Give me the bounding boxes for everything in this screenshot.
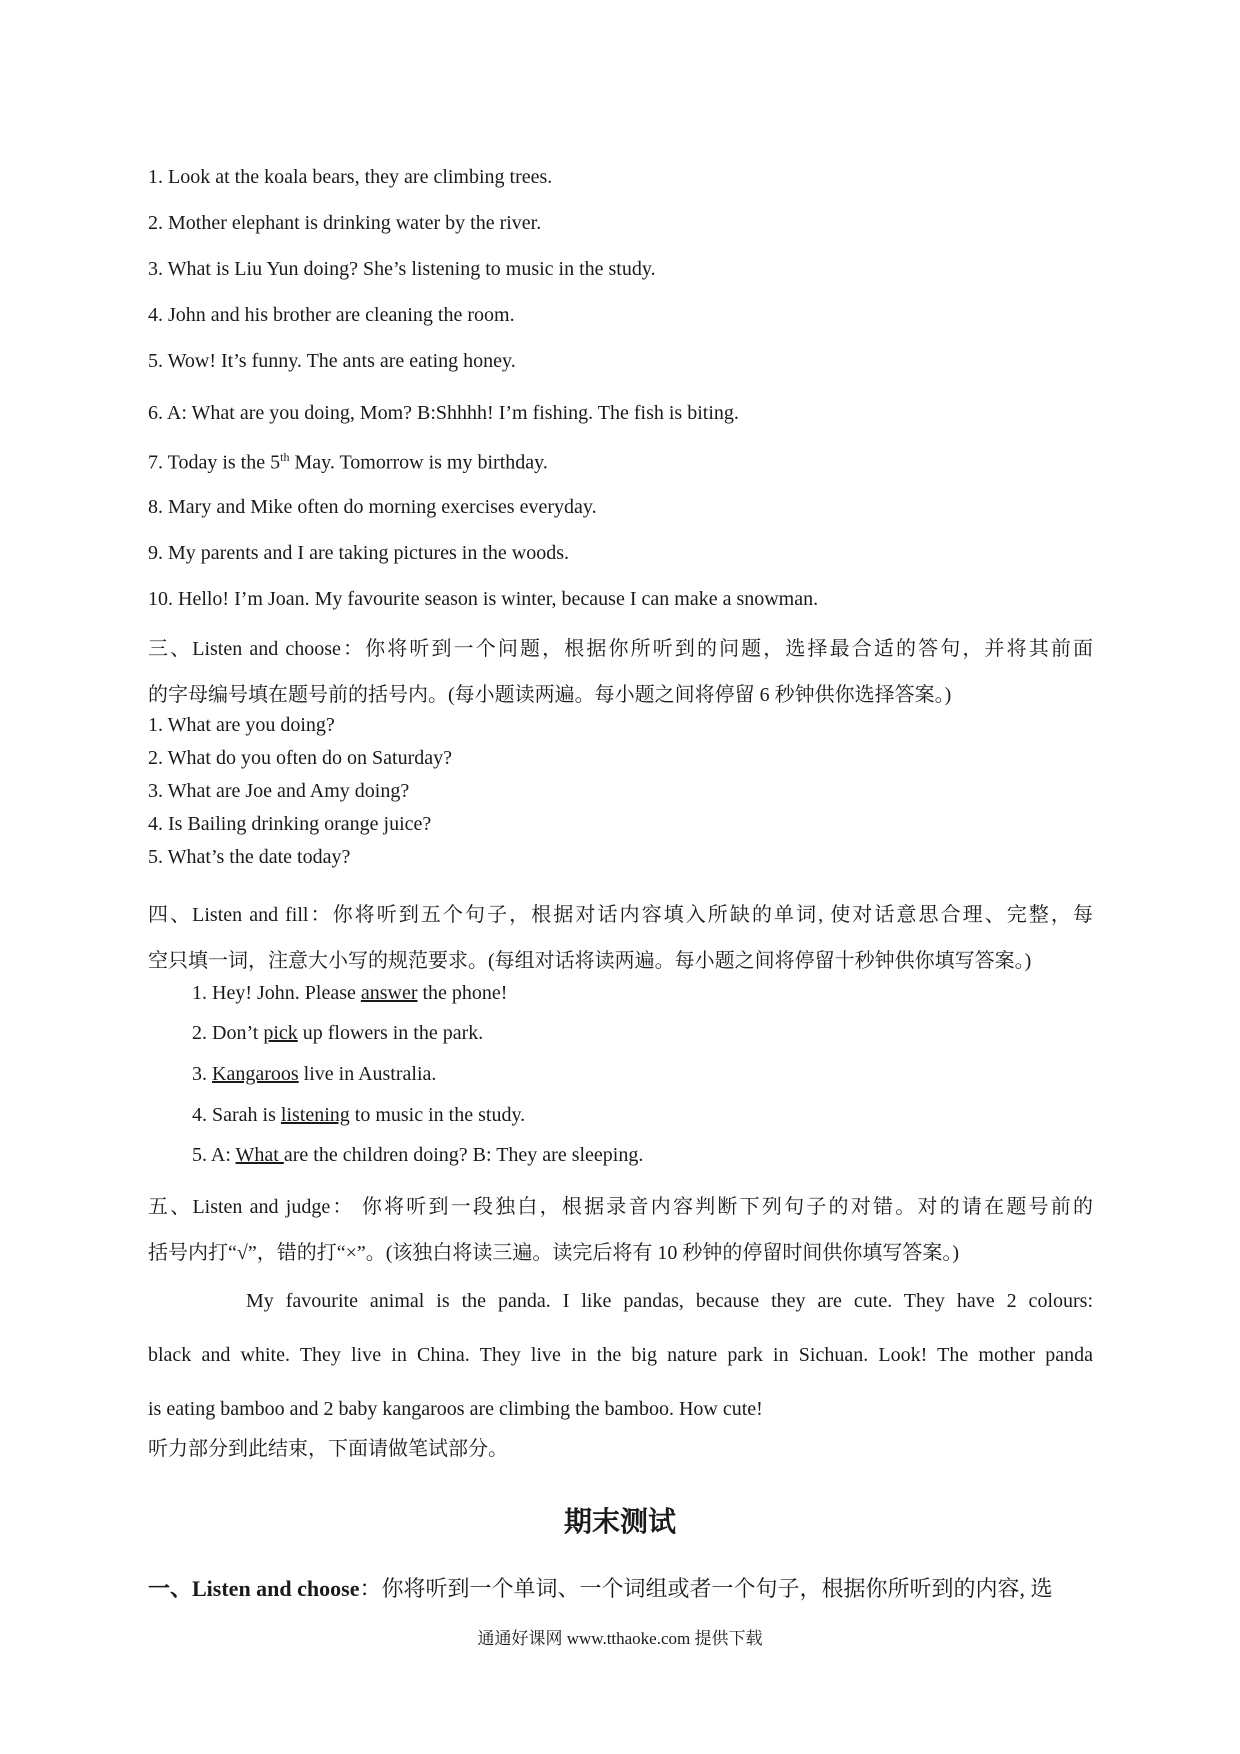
- fill-item-3: 3. Kangaroos live in Australia.: [192, 1063, 437, 1085]
- final-section-1-heading: 一、Listen and choose：你将听到一个单词、一个词组或者一个句子，根据你所听到的内容, 选: [148, 1576, 1053, 1601]
- sentence-7: 7. Today is the 5th May. Tomorrow is my birthday.: [148, 450, 548, 474]
- section-5-instruction-line2: 括号内打“√”，错的打“×”。(该独白将读三遍。读完后将有 10 秒钟的停留时间供你填写答案。): [148, 1242, 960, 1264]
- section-4-instruction-line2: 空只填一词，注意大小写的规范要求。(每组对话将读两遍。每小题之间将停留十秒钟供你填写答案。): [148, 950, 1032, 972]
- sentence-2: 2. Mother elephant is drinking water by the river.: [148, 212, 542, 234]
- sentence-5: 5. Wow! It’s funny. The ants are eating honey.: [148, 350, 516, 372]
- section-3-instruction-line1: 三、Listen and choose：你将听到一个问题，根据你所听到的问题，选择最合适的答句，并将其前面: [148, 638, 1093, 660]
- page-title: 期末测试: [563, 1507, 676, 1538]
- section-3-instruction-line2: 的字母编号填在题号前的括号内。(每小题读两遍。每小题之间将停留 6 秒钟供你选择答案。): [148, 684, 952, 706]
- passage-line2: black and white. They live in China. They live in the big nature park in Sichuan. Look! The mother panda: [148, 1344, 1093, 1366]
- section-3-item-4: 4. Is Bailing drinking orange juice?: [148, 813, 432, 835]
- section-4-instruction-line1: 四、Listen and fill：你将听到五个句子，根据对话内容填入所缺的单词, 使对话意思合理、完整，每: [148, 904, 1093, 926]
- listening-end-note: 听力部分到此结束，下面请做笔试部分。: [148, 1438, 508, 1460]
- sentence-3: 3. What is Liu Yun doing? She’s listening to music in the study.: [148, 258, 656, 280]
- fill-item-5: 5. A: What are the children doing? B: They are sleeping.: [192, 1144, 644, 1166]
- sentence-9: 9. My parents and I are taking pictures in the woods.: [148, 542, 570, 564]
- footer: 通通好课网 www.tthaoke.com 提供下载: [477, 1629, 763, 1648]
- fill-item-4: 4. Sarah is listening to music in the study.: [192, 1104, 526, 1126]
- passage-line3: is eating bamboo and 2 baby kangaroos are climbing the bamboo. How cute!: [148, 1398, 763, 1420]
- sentence-6: 6. A: What are you doing, Mom? B:Shhhh! I’m fishing. The fish is biting.: [148, 402, 739, 424]
- fill-item-1: 1. Hey! John. Please answer the phone!: [192, 982, 508, 1004]
- section-3-item-5: 5. What’s the date today?: [148, 846, 351, 868]
- section-3-item-2: 2. What do you often do on Saturday?: [148, 747, 453, 769]
- sentence-1: 1. Look at the koala bears, they are climbing trees.: [148, 166, 553, 188]
- sentence-10: 10. Hello! I’m Joan. My favourite season is winter, because I can make a snowman.: [148, 588, 819, 610]
- sentence-8: 8. Mary and Mike often do morning exercises everyday.: [148, 496, 597, 518]
- passage-line1: My favourite animal is the panda. I like pandas, because they are cute. They have 2 colours:: [246, 1290, 1093, 1312]
- fill-item-2: 2. Don’t pick up flowers in the park.: [192, 1022, 484, 1044]
- sentence-4: 4. John and his brother are cleaning the room.: [148, 304, 515, 326]
- section-3-item-3: 3. What are Joe and Amy doing?: [148, 780, 410, 802]
- section-3-item-1: 1. What are you doing?: [148, 714, 335, 736]
- section-5-instruction-line1: 五、Listen and judge： 你将听到一段独白，根据录音内容判断下列句子的对错。对的请在题号前的: [148, 1196, 1093, 1218]
